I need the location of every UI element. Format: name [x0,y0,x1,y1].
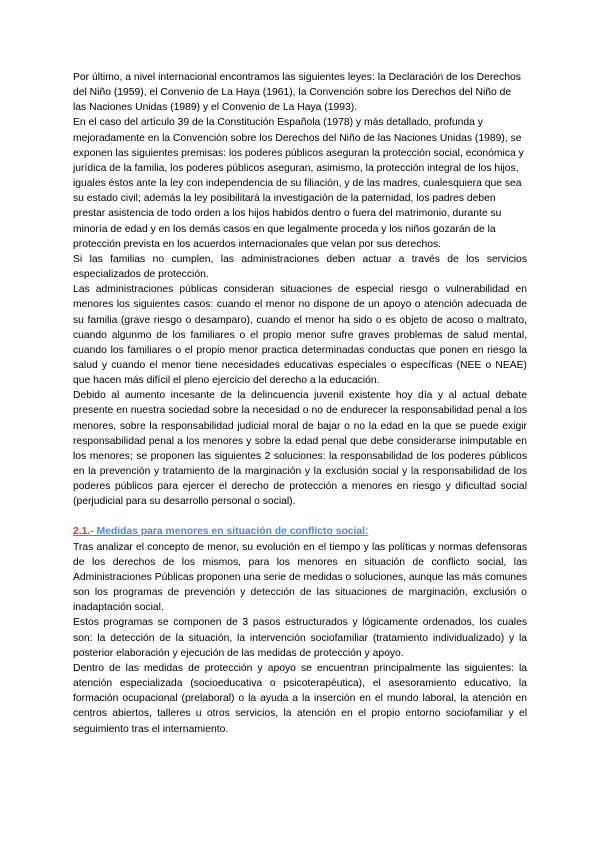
paragraph-measures-intro: Tras analizar el concepto de menor, su evolución en el tiempo y las políticas y normas defensoras de los derechos de los mismos, para los menores en situación de conflicto social, las Administraciones Públicas proponen una serie de medidas o soluciones, aunque las más comunes son los programas de prevención y detección de las situaciones de marginación, exclusión o inadaptación social. [73,541,527,614]
document-body [73,70,527,737]
paragraph-risk-situations: Las administraciones públicas consideran situaciones de especial riesgo o vulnerabilidad en menores los siguientes casos: cuando el menor no dispone de un apoyo o atención adecuada de su familia (grave riesgo o desamparo), cuando el menor ha sido o es objeto de acoso o maltrato, cuando algunmo de los familiares o el propio menor sufre graves problemas de salud mental, cuando los familiares o el propio menor practica determinadas conductas que ponen en riesgo la salud y cuando el menor tiene necesidades educativas especiales o específicas (NEE o NEAE) que hacen más difícil el pleno ejercicio del derecho a la educación. [73,284,527,387]
paragraph-international-laws: Por último, a nivel internacional encontramos las siguientes leyes: la Declaración de los Derechos del Niño (1959), el Convenio de La Haya (1961), la Convención sobre los Derechos del Niño de las Naciones Unidas (1989) y el Convenio de La Haya (1993). [73,72,521,114]
paragraph-constitution-article-39: En el caso del artículo 39 de la Constitución Española (1978) y más detallado, profunda y mejoradamente en la Convención sobre los Derechos del Niño de las Naciones Unidas (1989), se exponen las siguientes premisas: los poderes públicos aseguran la protección social, económica y jurídica de la familia, los poderes públicos aseguran, asimismo, la protección integral de los hijos, iguales éstos ante la ley con independencia de su filiación, y de las madres, cualesquiera que sea su estado civil; además la ley posibilitará la investigación de la paternidad, los padres deben prestar asistencia de todo orden a los hijos habidos dentro o fuera del matrimonio, durante su minoría de edad y en los demás casos en que legalmente proceda y los niños gozarán de la protección prevista en los acuerdos internacionales que velan por sus derechos. [73,117,524,250]
section-heading [73,524,527,539]
paragraph-administrations-action: Si las familias no cumplen, las administraciones deben actuar a través de los servicios especializados de protección. [73,253,527,281]
paragraph-juvenile-delinquency: Debido al aumento incesante de la delincuencia juvenil existente hoy día y al actual debate presente en nuestra sociedad sobre la necesidad o no de endurecer la responsabilidad penal a los menores, sobre la responsabilidad judicial moral de bajar o no la edad en la que se puede exigir responsabilidad penal a los menores y sobre la edad penal que debe considerarse inimputable en los menores; se proponen las siguientes 2 soluciones: la responsabilidad de los poderes públicos en la prevención y tratamiento de la marginación y la exclusión social y la responsabilidad de los poderes públicos para ejercer el derecho de protección a menores en riesgo y dificultad social (perjudicial para su desarrollo personal o social). [73,390,527,508]
paragraph-program-steps: Estos programas se componen de 3 pasos estructurados y lógicamente ordenados, los cuales son: la detección de la situación, la intervención sociofamiliar (tratamiento individualizado) y la posterior elaboración y ejecución de las medidas de protección y apoyo. [73,617,527,659]
section-number: 2.1.- [73,525,94,537]
section-title: Medidas para menores en situación de conflicto social: [93,525,369,537]
paragraph-protection-measures: Dentro de las medidas de protección y apoyo se encuentran principalmente las siguientes: la atención especializada (socioeducativa o psicoterapéutica), el asesoramiento educativo, la formación ocupacional (prelaboral) o la ayuda a la inserción en el mundo laboral, la atención en centros abiertos, talleres u otros servicios, la atención en el propio entorno sociofamiliar y el seguimiento tras el internamiento. [73,662,527,735]
